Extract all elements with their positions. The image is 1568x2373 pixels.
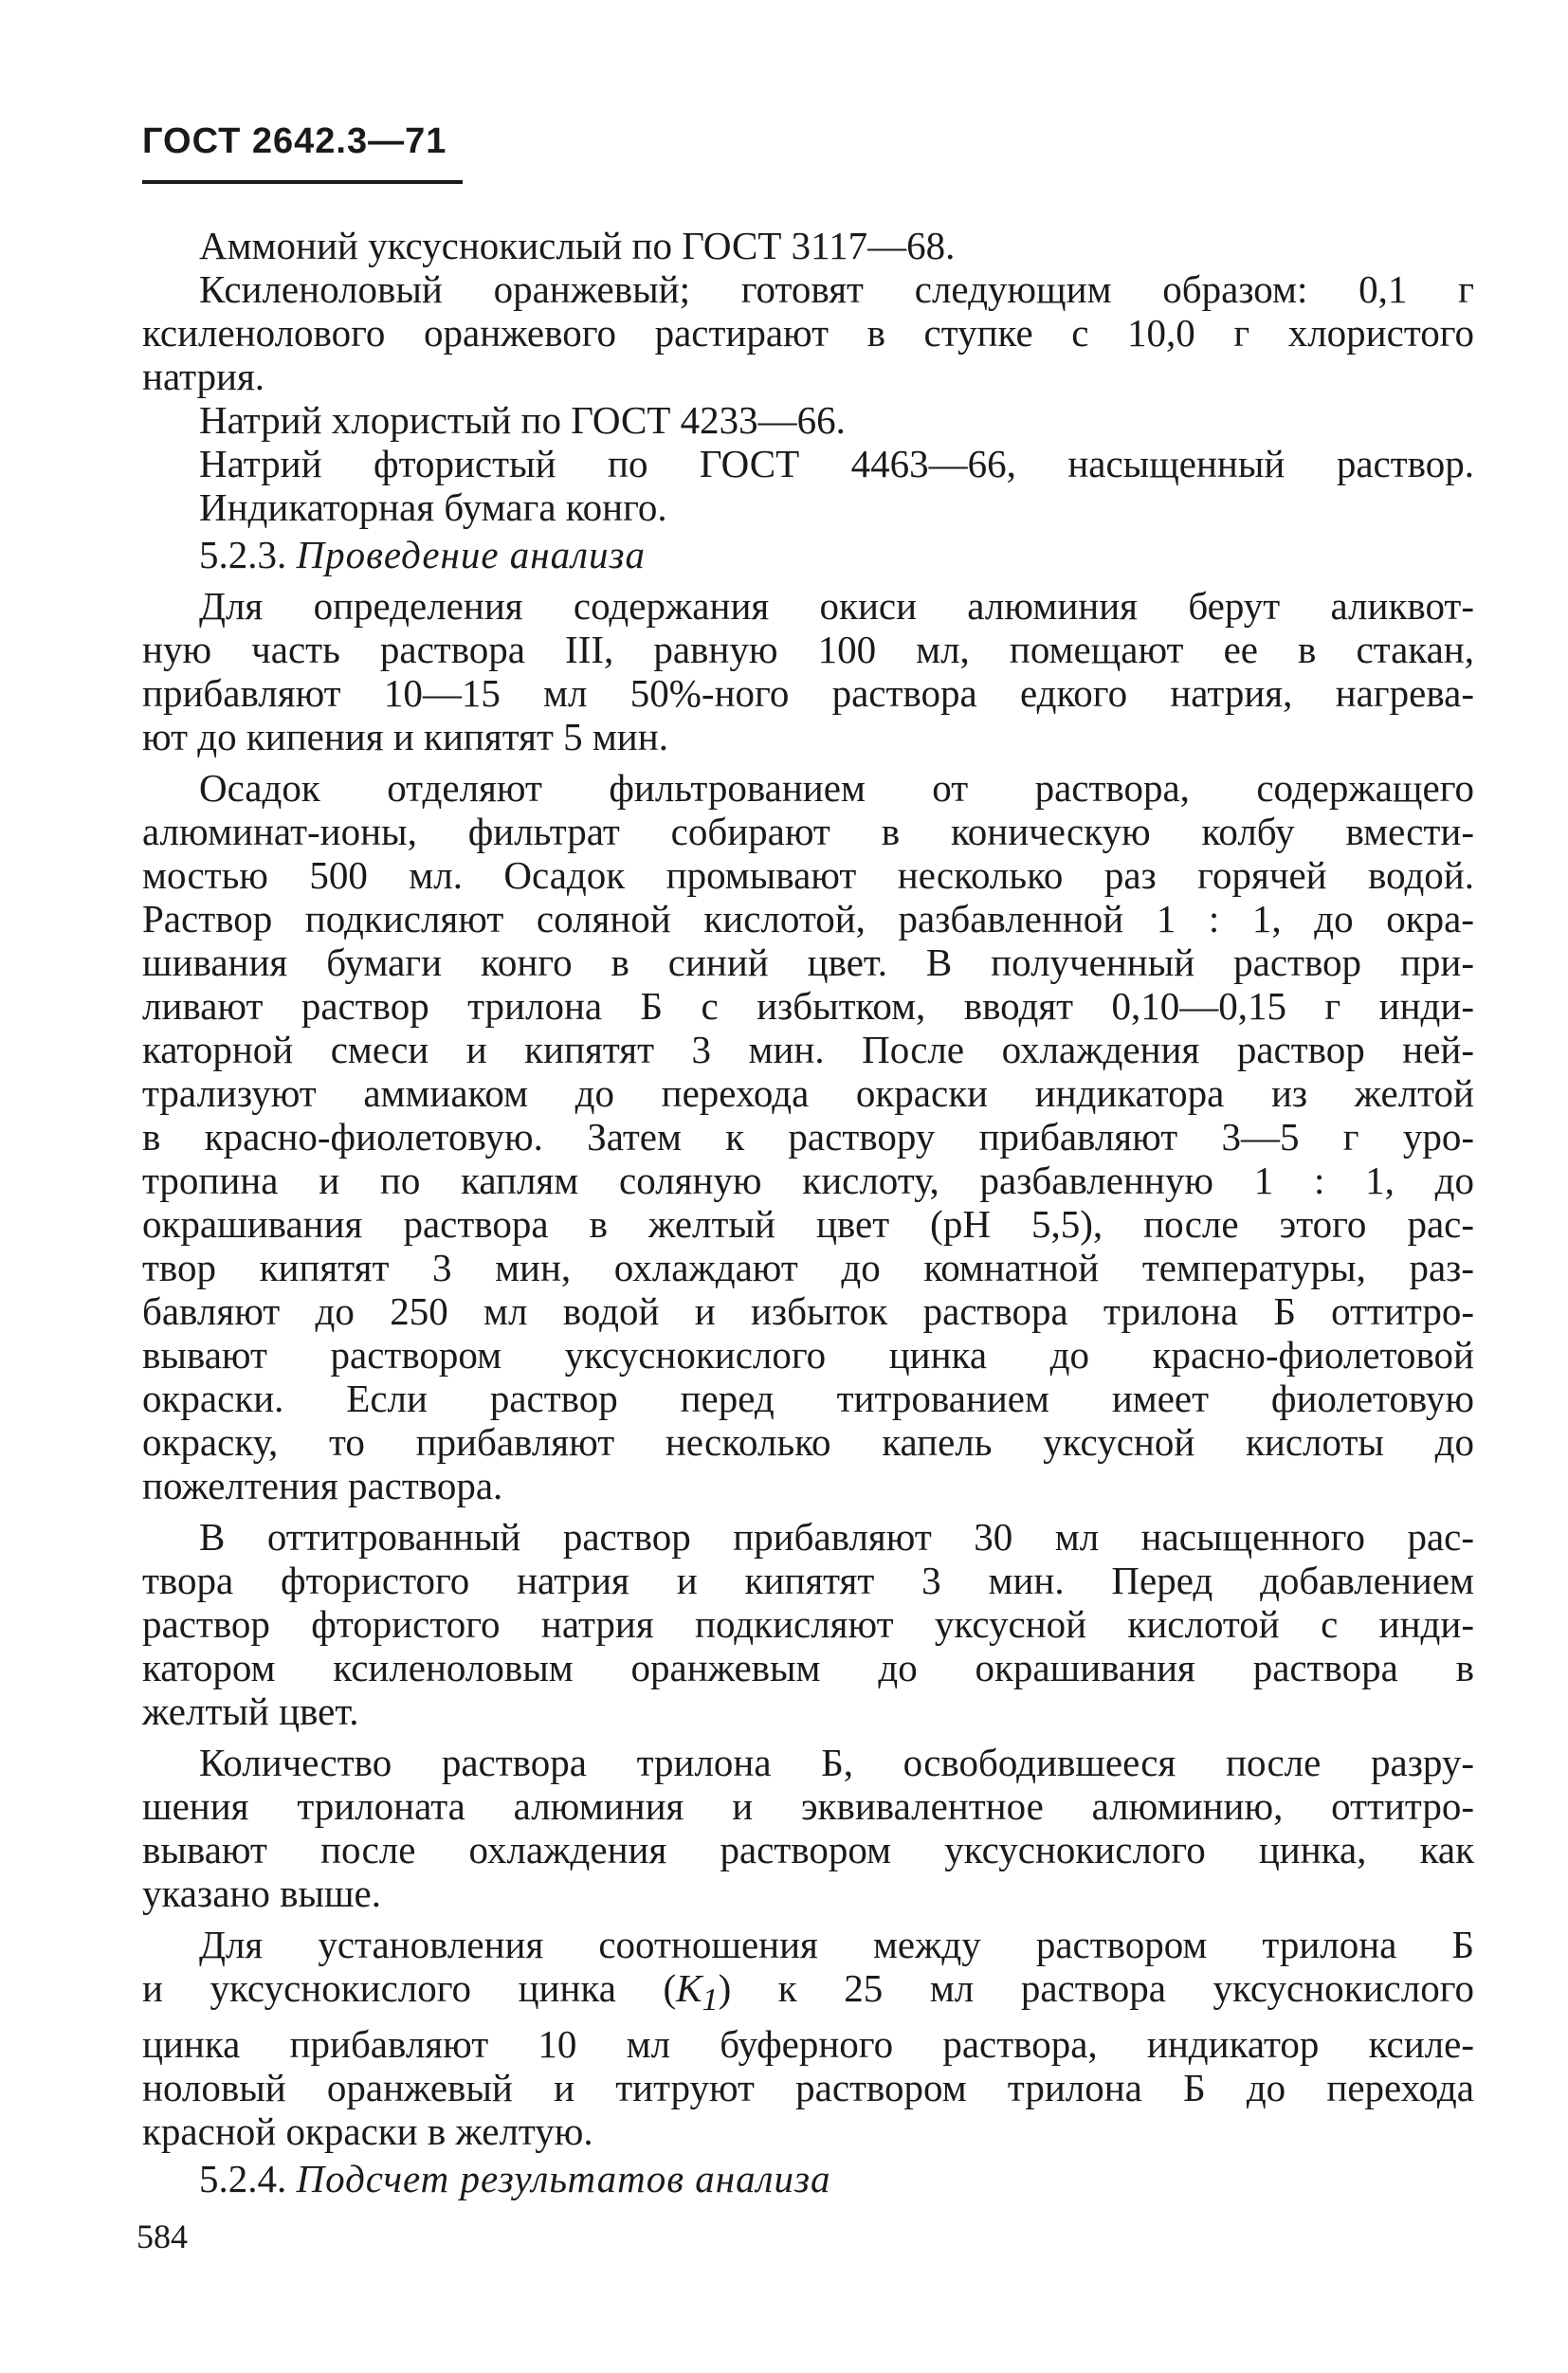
paragraph-line: твора фтористого натрия и кипятят 3 мин. Перед добавлением xyxy=(142,1559,1474,1602)
paragraph-1 xyxy=(142,584,1474,758)
paragraph-line: Раствор подкисляют соляной кислотой, разбавленной 1 : 1, до окра- xyxy=(142,897,1474,940)
reagents-list xyxy=(142,224,1474,529)
paragraph-line: ливают раствор трилона Б с избытком, вводят 0,10—0,15 г инди- xyxy=(142,984,1474,1028)
reagent-line: натрия. xyxy=(142,355,265,398)
text-fragment: и уксуснокислого цинка ( xyxy=(142,1966,677,2010)
document-body xyxy=(142,224,1474,2200)
paragraph-2 xyxy=(142,766,1474,1507)
paragraph-line: каторной смеси и кипятят 3 мин. После охлаждения раствор ней- xyxy=(142,1028,1474,1071)
page-number: 584 xyxy=(137,2218,188,2255)
reagent-line: Индикаторная бумага конго. xyxy=(199,485,667,529)
paragraph-line: желтый цвет. xyxy=(142,1689,359,1733)
paragraph-line: Количество раствора трилона Б, освободившееся после разру- xyxy=(199,1741,1474,1784)
paragraph-line: окраски. Если раствор перед титрованием имеет фиолетовую xyxy=(142,1377,1474,1420)
paragraph-line: Для определения содержания окиси алюминия берут аликвот- xyxy=(199,584,1474,628)
paragraph-line: окрашивания раствора в желтый цвет (pH 5,5), после этого рас- xyxy=(142,1202,1474,1246)
paragraph-line: Для установления соотношения между раствором трилона Б xyxy=(199,1923,1474,1966)
paragraph-line: ют до кипения и кипятят 5 мин. xyxy=(142,715,668,758)
paragraph-line: катором ксиленоловым оранжевым до окрашивания раствора в xyxy=(142,1646,1474,1689)
paragraph-line: окраску, то прибавляют несколько капель уксусной кислоты до xyxy=(142,1420,1474,1464)
reagent-line: Натрий фтористый по ГОСТ 4463—66, насыщенный раствор. xyxy=(199,442,1474,485)
section-heading-5-2-3 xyxy=(142,533,1474,576)
paragraph-line: в красно-фиолетовую. Затем к раствору прибавляют 3—5 г уро- xyxy=(142,1115,1474,1159)
paragraph-line: ноловый оранжевый и титруют раствором трилона Б до перехода xyxy=(142,2066,1474,2110)
paragraph-line: пожелтения раствора. xyxy=(142,1464,503,1507)
paragraph-line: бавляют до 250 мл водой и избыток раствора трилона Б оттитро- xyxy=(142,1289,1474,1333)
paragraph-5 xyxy=(142,1923,1474,2153)
paragraph-line: вывают после охлаждения раствором уксуснокислого цинка, как xyxy=(142,1828,1474,1871)
reagent-line: Ксиленоловый оранжевый; готовят следующим образом: 0,1 г xyxy=(199,267,1474,311)
text-fragment: ) к 25 мл раствора уксуснокислого xyxy=(718,1966,1474,2010)
paragraph-line: прибавляют 10—15 мл 50%-ного раствора едкого натрия, нагрева- xyxy=(142,671,1474,715)
document-header: ГОСТ 2642.3—71 xyxy=(142,121,447,161)
paragraph-line: указано выше. xyxy=(142,1871,382,1915)
reagent-line: ксиленолового оранжевого растирают в ступке с 10,0 г хлористого xyxy=(142,311,1474,355)
section-title: Проведение анализа xyxy=(296,533,647,576)
paragraph-line: ную часть раствора III, равную 100 мл, помещают ее в стакан, xyxy=(142,628,1474,671)
section-number: 5.2.4. xyxy=(199,2157,287,2201)
reagent-line: Аммоний уксуснокислый по ГОСТ 3117—68. xyxy=(199,224,956,267)
paragraph-line: мостью 500 мл. Осадок промывают несколько раз горячей водой. xyxy=(142,853,1474,897)
paragraph-line: цинка прибавляют 10 мл буферного раствора, индикатор ксиле- xyxy=(142,2022,1474,2067)
formula-k1: $K_1$ xyxy=(676,1966,719,2018)
reagent-line: Натрий хлористый по ГОСТ 4233—66. xyxy=(199,398,846,442)
section-heading-5-2-4 xyxy=(142,2157,1474,2200)
paragraph-line: шивания бумаги конго в синий цвет. В полученный раствор при- xyxy=(142,940,1474,984)
paragraph-line: твор кипятят 3 мин, охлаждают до комнатной температуры, раз- xyxy=(142,1246,1474,1289)
paragraph-line: трализуют аммиаком до перехода окраски индикатора из желтой xyxy=(142,1071,1474,1115)
section-number: 5.2.3. xyxy=(199,533,287,576)
paragraph-line-with-formula xyxy=(142,1966,1474,2022)
paragraph-4 xyxy=(142,1741,1474,1915)
header-underline xyxy=(142,180,463,184)
paragraph-line: красной окраски в желтую. xyxy=(142,2109,593,2154)
paragraph-line: алюминат-ионы, фильтрат собирают в коническую колбу вмести- xyxy=(142,810,1474,853)
paragraph-line: тропина и по каплям соляную кислоту, разбавленную 1 : 1, до xyxy=(142,1159,1474,1202)
paragraph-3 xyxy=(142,1515,1474,1733)
paragraph-line: Осадок отделяют фильтрованием от раствора, содержащего xyxy=(199,766,1474,810)
paragraph-line: В оттитрованный раствор прибавляют 30 мл насыщенного рас- xyxy=(199,1515,1474,1559)
section-title: Подсчет результатов анализа xyxy=(296,2157,831,2201)
paragraph-line: вывают раствором уксуснокислого цинка до красно-фиолетовой xyxy=(142,1333,1474,1377)
paragraph-line: раствор фтористого натрия подкисляют уксусной кислотой с инди- xyxy=(142,1602,1474,1646)
paragraph-line: шения трилоната алюминия и эквивалентное алюминию, оттитро- xyxy=(142,1784,1474,1828)
